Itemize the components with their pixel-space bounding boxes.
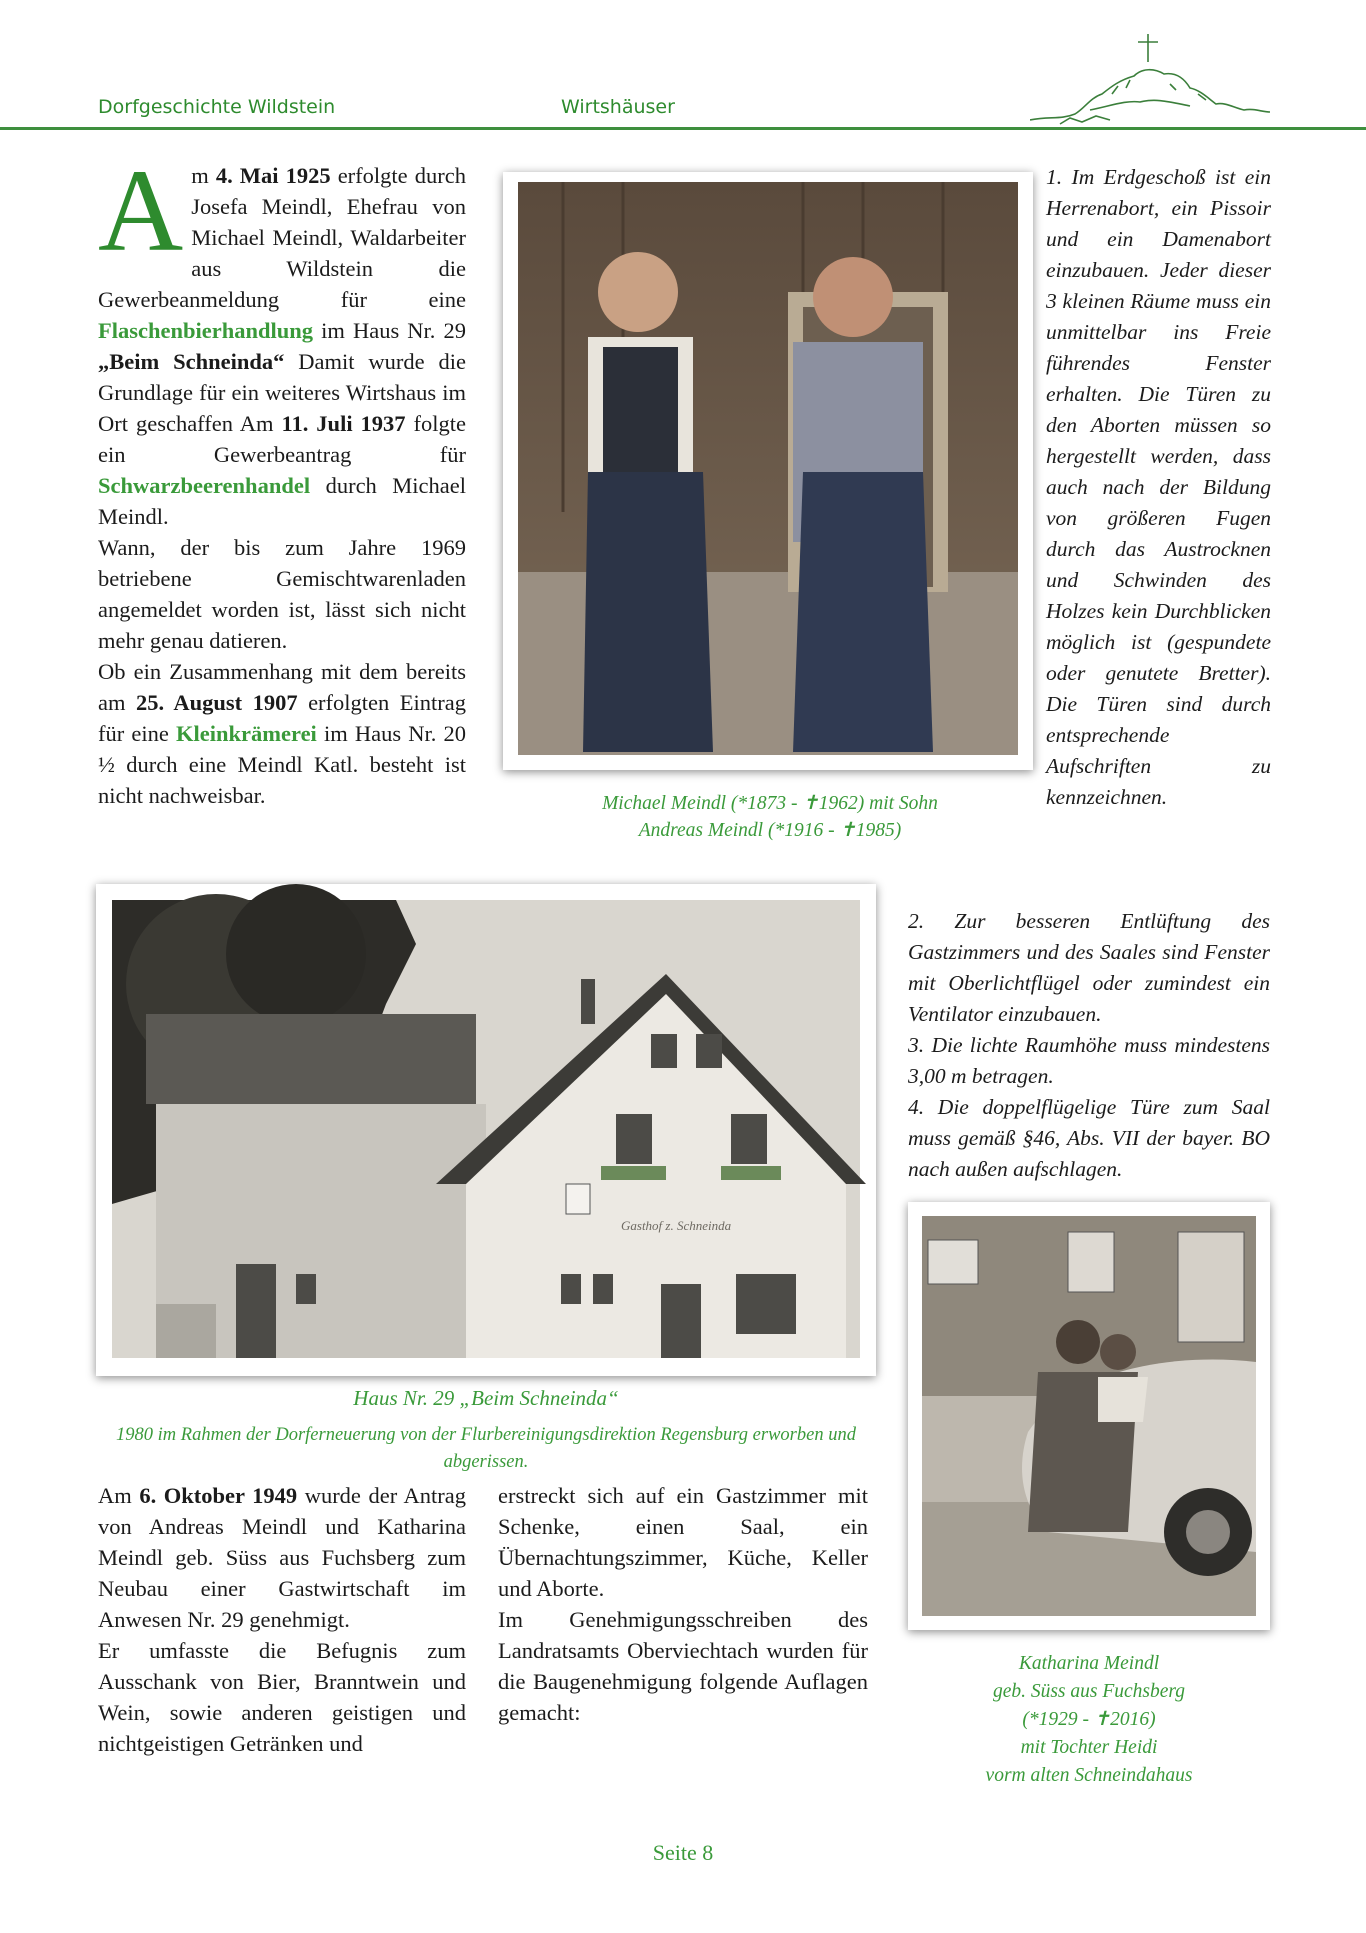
photo-house-image <box>96 884 876 1376</box>
photo-meindl-father-son <box>503 172 1033 770</box>
license-paragraph: Er umfasste die Befugnis zum Ausschank von Bier, Branntwein und Wein, sowie anderen geistigen und nichtgeistigen Getränken und <box>98 1638 466 1756</box>
caption-line: Katharina Meindl <box>1018 1653 1160 1674</box>
text-run: im Haus Nr. 29 <box>313 318 466 343</box>
requirements-wide <box>908 906 1270 1185</box>
requirement-3: 3. Die lichte Raumhöhe muss mindestens 3,00 m betragen. <box>908 1033 1270 1088</box>
highlight-term: Schwarzbeerenhandel <box>98 473 311 498</box>
text-run: wurde der Antrag von Andreas Meindl und Katharina Meindl geb. Süss aus Fuchsberg zum Neubau einer Gastwirtschaft im Anwesen Nr. 29 genehmigt. <box>98 1483 466 1632</box>
permit-column <box>98 1480 466 1759</box>
kleinkraemerei-paragraph <box>98 656 466 811</box>
highlight-term: Flaschenbierhandlung <box>98 318 314 343</box>
photo-house-caption-title: Haus Nr. 29 „Beim Schneinda“ <box>353 1386 619 1410</box>
requirements-narrow <box>1046 162 1271 813</box>
caption-line: Michael Meindl (*1873 - ✝1962) mit Sohn <box>602 793 938 814</box>
text-run: durch Michael Meindl. <box>98 473 466 529</box>
text-run: Am <box>98 1483 140 1508</box>
bold-date: 11. Juli 1937 <box>281 411 406 436</box>
page-number: Seite 8 <box>652 1840 714 1865</box>
intro-column <box>98 145 466 811</box>
caption-line: mit Tochter Heidi <box>1020 1737 1158 1758</box>
approval-paragraph: Im Genehmigungsschreiben des Landratsamts Oberviechtach wurden für die Baugenehmigung folgende Auflagen gemacht: <box>498 1607 868 1725</box>
text-run: erfolgte durch Josefa Meindl, Ehefrau von Michael Meindl, Waldarbeiter aus Wildstein die Gewerbeanmeldung für eine <box>98 163 466 312</box>
permit-paragraph <box>98 1480 466 1635</box>
header-title: Dorfgeschichte Wildstein <box>98 96 336 118</box>
caption-line: geb. Süss aus Fuchsberg <box>992 1681 1186 1702</box>
text-run: erfolgten Eintrag für eine <box>98 690 466 746</box>
bold-date: 6. Oktober 1949 <box>139 1483 298 1508</box>
scope-column <box>498 1480 868 1728</box>
hill-cross-logo-icon <box>1030 28 1270 132</box>
caption-line: (*1929 - ✝2016) <box>1022 1709 1156 1730</box>
text-run: Damit wurde die Grundlage für ein weiteres Wirtshaus im Ort geschaffen Am <box>98 349 466 436</box>
highlight-term: Kleinkrämerei <box>176 721 317 746</box>
photo-car-image <box>908 1202 1270 1630</box>
requirement-1-start: 1. Im Erdgeschoß ist ein Herrenabort, ein Pissoir und ein Damenabort einzubauen. Jeder dieser 3 kleinen Räume muss ein unmittelbar ins Freie führendes Fenster erhalten. Die Türen zu den Aborten müssen so hergestellt werden, dass auch nach der Bildung von größeren Fugen durch das Austrocknen und Schwinden des Holzes kein Durchblicken möglich ist (gespundete oder genutete Bretter). Die Türen sind durch entsprechende Aufschriften zu kennzeichnen. <box>1046 165 1271 809</box>
photo-men-caption <box>540 790 1000 844</box>
scope-paragraph: erstreckt sich auf ein Gastzimmer mit Schenke, einen Saal, ein Übernachtungszimmer, Küche, Keller und Aborte. <box>498 1483 868 1601</box>
requirement-2: 2. Zur besseren Entlüftung des Gastzimmers und des Saales sind Fenster mit Oberlichtflügel oder zumindest ein Ventilator einzubauen. <box>908 909 1270 1026</box>
photo-men-image <box>503 172 1033 770</box>
text-run: folgte ein Gewerbeantrag für <box>98 411 466 467</box>
shop-paragraph: Wann, der bis zum Jahre 1969 betriebene Gemischtwarenladen angemeldet worden ist, lässt sich nicht mehr genau datieren. <box>98 535 466 653</box>
text-run: im Haus Nr. 20 ½ durch eine Meindl Katl. besteht ist nicht nachweisbar. <box>98 721 466 808</box>
caption-line: vorm alten Schneindahaus <box>985 1765 1193 1786</box>
text-run: Ob ein Zusammenhang mit dem bereits am <box>98 659 466 715</box>
drop-cap: A <box>98 145 184 276</box>
bold-date: „Beim Schneinda“ <box>98 349 285 374</box>
photo-house-29 <box>96 884 876 1376</box>
bold-date: 25. August 1907 <box>135 690 298 715</box>
house-sign: Gasthof z. Schneinda <box>621 1218 732 1233</box>
photo-katharina-heidi <box>908 1202 1270 1630</box>
requirement-4: 4. Die doppelflügelige Türe zum Saal muss gemäß §46, Abs. VII der bayer. BO nach außen aufschlagen. <box>908 1095 1270 1181</box>
photo-house-caption-text: 1980 im Rahmen der Dorferneuerung von der Flurbereinigungsdirektion Regensburg erworben und abgerissen. <box>116 1425 856 1472</box>
header-section: Wirtshäuser <box>561 96 675 118</box>
bold-date: 4. Mai 1925 <box>215 163 331 188</box>
caption-line: Andreas Meindl (*1916 - ✝1985) <box>638 820 902 841</box>
photo-katharina-caption <box>908 1650 1270 1790</box>
text-run: m <box>191 163 216 188</box>
header-rule <box>0 127 1366 130</box>
